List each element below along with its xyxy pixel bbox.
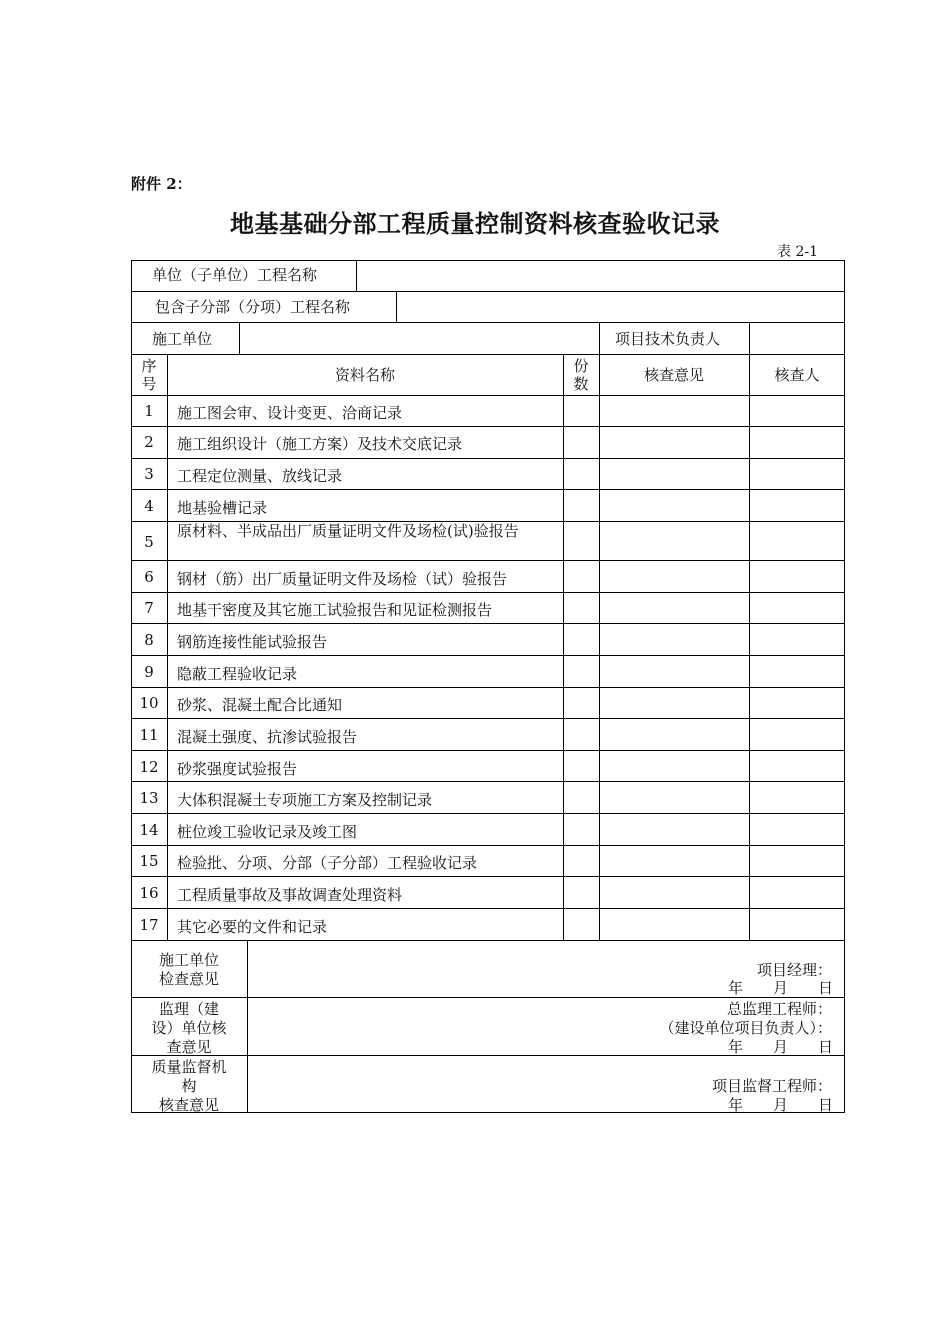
supervision-date: 年 月 日: [727, 1038, 833, 1056]
item-number: 14: [139, 821, 159, 839]
item-name: 地基干密度及其它施工试验报告和见证检测报告: [177, 601, 493, 619]
row-divider: [131, 489, 845, 490]
tech-lead-field[interactable]: [751, 324, 844, 353]
item-name: 混凝土强度、抗渗试验报告: [177, 728, 358, 746]
item-name: 钢材（筋）出厂质量证明文件及场检（试）验报告: [177, 570, 508, 588]
item-name: 砂浆、混凝土配合比通知: [177, 696, 343, 714]
supervision-engineer-signature: 项目监督工程师：: [711, 1077, 832, 1095]
row-divider: [131, 876, 845, 877]
item-name: 施工图会审、设计变更、洽商记录: [177, 404, 403, 422]
item-number: 1: [144, 402, 154, 420]
supervision-check-label-1: 监理（建: [158, 1000, 219, 1018]
row-divider: [131, 750, 845, 751]
chief-supervisor-signature: 总监理工程师：: [726, 1000, 832, 1018]
row-divider: [131, 813, 845, 814]
construction-check-label-2: 检查意见: [158, 970, 219, 988]
col-divider: [599, 322, 600, 354]
item-number: 8: [144, 631, 154, 649]
col-divider: [356, 260, 357, 291]
item-name: 施工组织设计（施工方案）及技术交底记录: [177, 435, 463, 453]
col-seq-header-2: 号: [141, 375, 157, 393]
item-name: 其它必要的文件和记录: [177, 918, 328, 936]
item-number: 7: [144, 599, 154, 617]
col-reviewer-header: 核查人: [774, 366, 820, 384]
row-divider: [131, 655, 845, 656]
attachment-label: 附件 2：: [131, 175, 192, 193]
construction-check-field[interactable]: [249, 942, 843, 996]
item-number: 11: [139, 726, 159, 744]
item-number: 13: [139, 789, 159, 807]
row-divider: [131, 908, 845, 909]
construction-check-label-1: 施工单位: [158, 951, 219, 969]
row-divider: [131, 940, 845, 941]
owner-project-lead-signature: （建设单位项目负责人）：: [659, 1019, 832, 1037]
col-copies-header-2: 数: [573, 375, 589, 393]
item-name: 隐蔽工程验收记录: [177, 665, 298, 683]
row-divider: [131, 560, 845, 561]
item-name: 钢筋连接性能试验报告: [177, 633, 328, 651]
supervision-check-label-3: 查意见: [166, 1038, 212, 1056]
col-divider: [749, 354, 750, 940]
row-divider: [131, 997, 845, 998]
quality-check-label-2: 构: [181, 1077, 197, 1095]
row-divider: [131, 354, 845, 355]
construction-unit-field[interactable]: [241, 324, 598, 353]
item-name: 大体积混凝土专项施工方案及控制记录: [177, 791, 433, 809]
item-number: 6: [144, 568, 154, 586]
row-divider: [131, 592, 845, 593]
row-divider: [131, 718, 845, 719]
quality-check-field[interactable]: [249, 1057, 843, 1112]
row-divider: [131, 291, 845, 292]
col-copies-header-1: 份: [573, 357, 589, 375]
col-doc-name-header: 资料名称: [334, 366, 395, 384]
item-number: 9: [144, 663, 154, 681]
item-name: 地基验槽记录: [177, 499, 268, 517]
item-number: 10: [139, 694, 159, 712]
row-divider: [131, 687, 845, 688]
col-divider: [749, 322, 750, 354]
col-seq-header-1: 序: [141, 357, 157, 375]
tech-lead-label: 项目技术负责人: [615, 330, 721, 348]
unit-project-name-label: 单位（子单位）工程名称: [152, 266, 318, 284]
item-number: 17: [139, 916, 159, 934]
item-name: 原材料、半成品出厂质量证明文件及场检(试)验报告: [177, 522, 519, 540]
col-divider: [563, 354, 564, 940]
col-divider: [599, 354, 600, 940]
col-divider: [396, 291, 397, 322]
item-number: 4: [144, 497, 154, 515]
project-manager-signature: 项目经理：: [756, 961, 832, 979]
table-number: 表 2-1: [777, 244, 818, 260]
construction-unit-label: 施工单位: [152, 330, 213, 348]
construction-date: 年 月 日: [727, 979, 833, 997]
item-number: 2: [144, 433, 154, 451]
col-divider: [167, 354, 168, 940]
item-name: 桩位竣工验收记录及竣工图: [177, 823, 358, 841]
col-divider: [239, 322, 240, 354]
row-divider: [131, 426, 845, 427]
col-review-opinion-header: 核查意见: [643, 366, 704, 384]
supervision-check-label-2: 设）单位核: [151, 1019, 227, 1037]
quality-check-label-1: 质量监督机: [151, 1058, 227, 1076]
col-divider: [247, 940, 248, 1113]
quality-date: 年 月 日: [727, 1096, 833, 1114]
item-number: 12: [139, 758, 159, 776]
item-name: 检验批、分项、分部（子分部）工程验收记录: [177, 854, 478, 872]
row-divider: [131, 781, 845, 782]
row-divider: [131, 845, 845, 846]
item-number: 15: [139, 852, 159, 870]
item-name: 工程定位测量、放线记录: [177, 467, 343, 485]
row-divider: [131, 623, 845, 624]
quality-check-label-3: 核查意见: [158, 1096, 219, 1114]
unit-project-name-field[interactable]: [358, 262, 844, 290]
item-number: 5: [144, 533, 154, 551]
row-divider: [131, 458, 845, 459]
page-title: 地基基础分部工程质量控制资料核查验收记录: [230, 209, 720, 238]
supervision-check-field[interactable]: [249, 999, 843, 1054]
item-name: 工程质量事故及事故调查处理资料: [177, 886, 403, 904]
row-divider: [131, 395, 845, 396]
sub-division-name-field[interactable]: [398, 293, 844, 321]
item-number: 16: [139, 884, 159, 902]
sub-division-name-label: 包含子分部（分项）工程名称: [155, 298, 351, 316]
item-name: 砂浆强度试验报告: [177, 760, 298, 778]
item-number: 3: [144, 465, 154, 483]
